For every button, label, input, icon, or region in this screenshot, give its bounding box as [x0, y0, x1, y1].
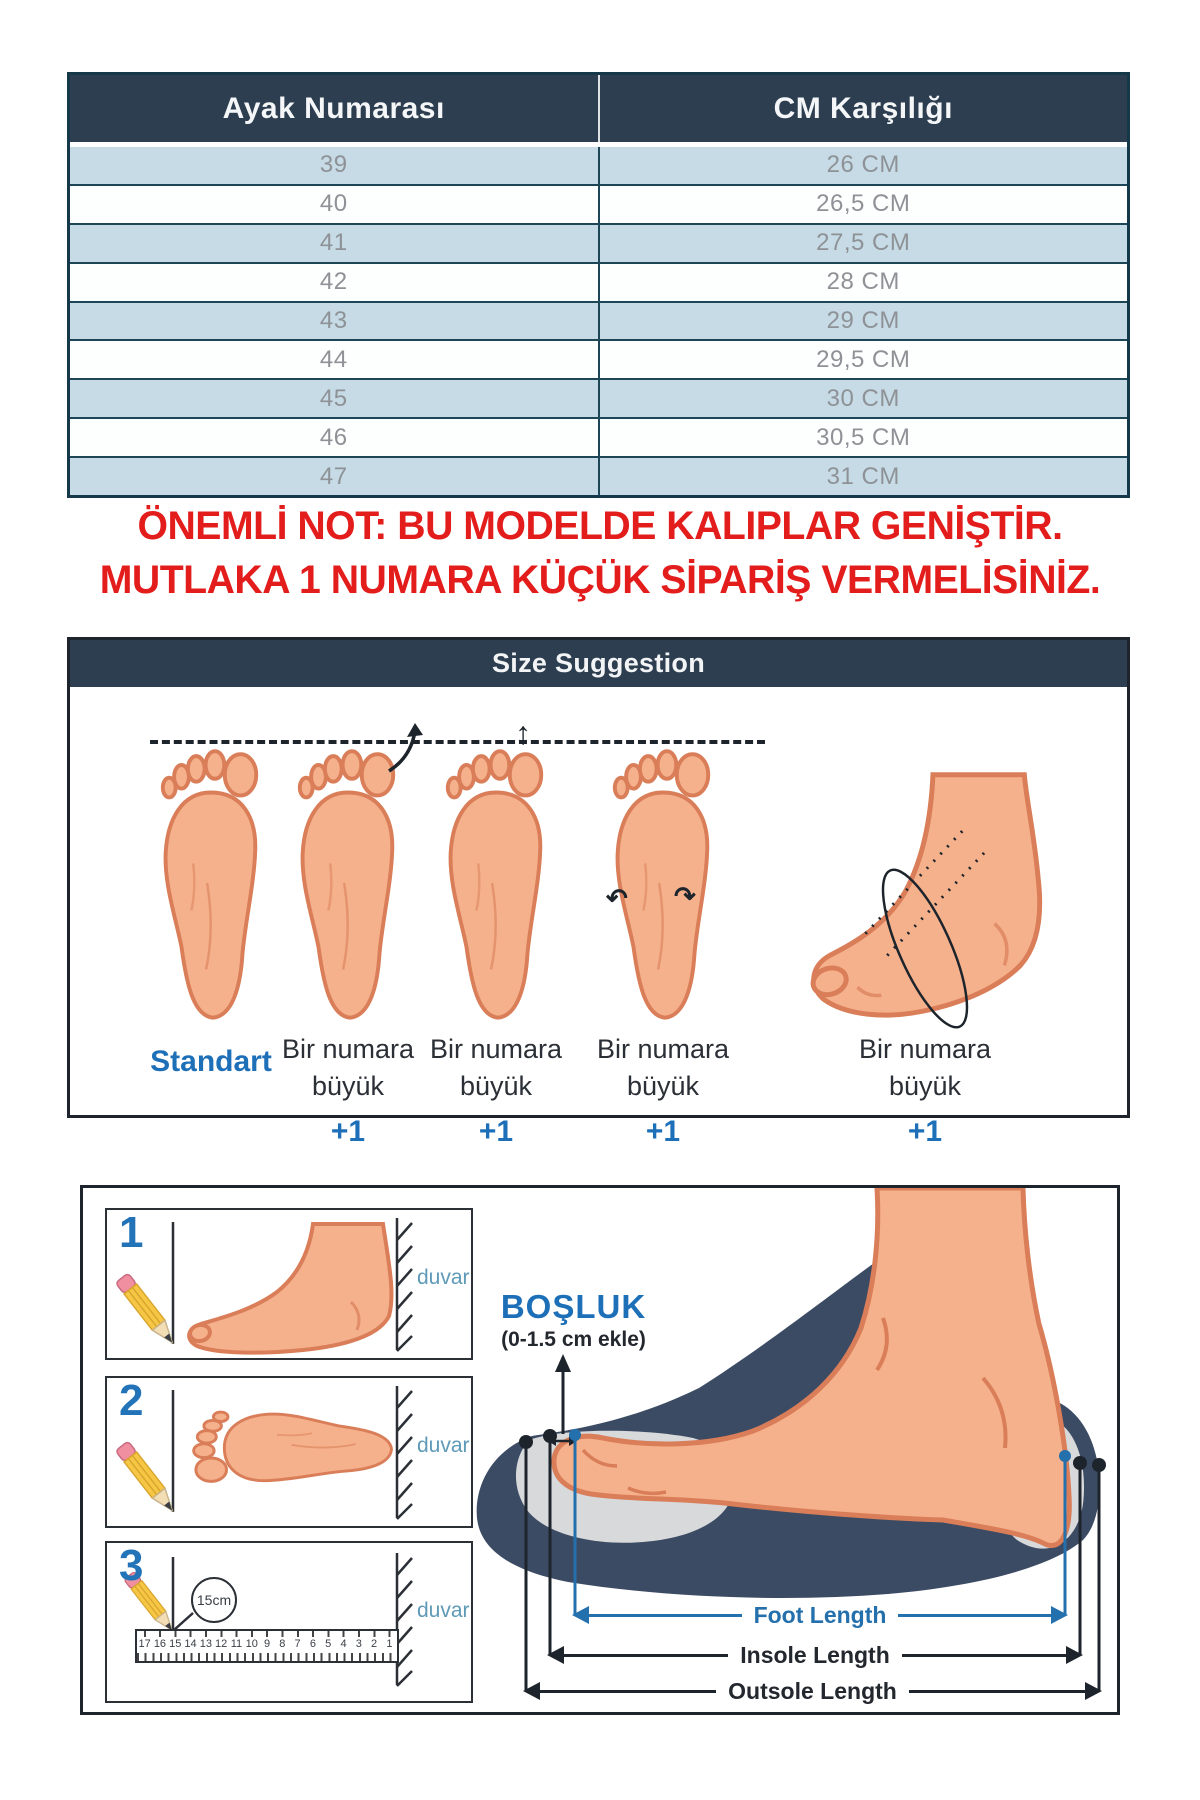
suggestion-label-line2: büyük — [459, 1071, 533, 1101]
arrow-right-cap — [1066, 1646, 1083, 1664]
suggestion-item-5 — [795, 735, 1055, 1148]
ruler-ticks-top — [137, 1631, 397, 1637]
suggestion-plus-one: +1 — [645, 1115, 681, 1148]
table-cell: 42 — [70, 264, 600, 301]
ruler-number: 12 — [215, 1638, 228, 1650]
foot-sole-illustration — [152, 735, 270, 1029]
table-row — [70, 301, 1127, 340]
important-note-line1: ÖNEMLİ NOT: BU MODELDE KALIPLAR GENİŞTİR. — [137, 504, 1063, 548]
suggestion-label-line2: büyük — [626, 1071, 700, 1101]
table-cell: 26,5 CM — [816, 190, 911, 218]
ruler-numbers — [137, 1638, 397, 1650]
gap-subtitle: (0-1.5 cm ekle) — [501, 1328, 646, 1351]
gap-label-block — [481, 1288, 666, 1352]
arrow-line — [898, 1614, 1051, 1617]
ruler-number: 14 — [184, 1638, 197, 1650]
arrow-right-cap — [1051, 1606, 1068, 1624]
insole-length-label: Insole Length — [740, 1641, 890, 1668]
suggestion-label-line2: büyük — [311, 1071, 385, 1101]
measurement-panel — [80, 1185, 1120, 1715]
ruler-number: 6 — [309, 1638, 316, 1650]
important-note — [12, 499, 1188, 607]
arrow-left-cap — [523, 1682, 540, 1700]
size-table-body — [70, 147, 1127, 495]
suggestion-label-line1: Bir numara — [596, 1034, 730, 1064]
suggestion-plus-one: +1 — [907, 1115, 943, 1148]
table-cell: 43 — [70, 303, 600, 340]
ruler-number: 17 — [138, 1638, 151, 1650]
ruler-number: 8 — [279, 1638, 286, 1650]
size-suggestion-panel — [67, 637, 1130, 1148]
table-cell: 41 — [70, 225, 600, 262]
foot-sole-illustration — [437, 715, 555, 1029]
arrow-line — [902, 1654, 1066, 1657]
ruler-number: 10 — [245, 1638, 258, 1650]
foot-side-icon — [803, 735, 1047, 1029]
ruler-number: 15 — [169, 1638, 182, 1650]
wall-label: duvar — [417, 1434, 470, 1457]
foot-sole-illustration — [604, 735, 722, 1029]
arrow-left-cap — [547, 1646, 564, 1664]
table-cell: 29 CM — [826, 307, 900, 334]
step-number: 2 — [119, 1376, 144, 1425]
suggestion-item-3 — [421, 715, 571, 1148]
foot-sole-illustration — [289, 735, 407, 1029]
suggestion-item-4 — [588, 735, 738, 1148]
table-row — [70, 184, 1127, 223]
ruler-ticks-bottom — [137, 1653, 397, 1661]
measure-step-1-box — [105, 1208, 473, 1360]
table-header-shoe-size: Ayak Numarası — [70, 75, 600, 142]
table-cell: 46 — [70, 419, 600, 456]
table-header-cm: CM Karşılığı — [773, 91, 953, 125]
suggestion-label-line2: büyük — [888, 1071, 962, 1101]
outsole-length-label: Outsole Length — [728, 1677, 897, 1704]
foot-length-arrow — [572, 1602, 1068, 1628]
table-cell: 28 CM — [826, 268, 900, 296]
table-cell: 45 — [70, 380, 600, 417]
wall-label: duvar — [417, 1266, 470, 1289]
table-cell: 47 — [70, 458, 600, 495]
table-row — [70, 223, 1127, 262]
table-row — [70, 339, 1127, 378]
table-cell: 26 CM — [826, 151, 900, 179]
table-row — [70, 378, 1127, 417]
wall-label: duvar — [417, 1599, 470, 1622]
ruler-number: 1 — [386, 1638, 393, 1650]
arrow-line — [540, 1690, 716, 1693]
size-suggestion-title: Size Suggestion — [70, 640, 1127, 687]
foot-sole-icon — [289, 735, 407, 1029]
foot-sole-icon — [604, 735, 722, 1029]
outsole-length-arrow — [523, 1678, 1102, 1704]
ruler-number: 2 — [371, 1638, 378, 1650]
ruler-number: 5 — [325, 1638, 332, 1650]
table-cell: 27,5 CM — [816, 229, 911, 257]
arrow-right-cap — [1085, 1682, 1102, 1700]
table-cell: 31 CM — [826, 462, 900, 490]
table-row — [70, 456, 1127, 495]
measure-step-2-box — [105, 1376, 473, 1528]
ruler-number: 3 — [355, 1638, 362, 1650]
ruler — [135, 1629, 399, 1663]
arrow-line — [909, 1690, 1085, 1693]
ruler-number: 11 — [230, 1638, 243, 1650]
ruler-number: 4 — [340, 1638, 347, 1650]
arrow-line — [589, 1614, 742, 1617]
toe-curve-arrow-icon — [385, 723, 425, 775]
step-number: 1 — [119, 1208, 144, 1257]
foot-sole-icon — [152, 735, 270, 1029]
suggestion-label: Standart — [150, 1045, 272, 1078]
foot-length-label: Foot Length — [753, 1601, 887, 1628]
table-cell: 29,5 CM — [816, 345, 911, 373]
arrow-line — [564, 1654, 728, 1657]
ruler-number: 13 — [199, 1638, 212, 1650]
table-row — [70, 262, 1127, 301]
important-note-line2: MUTLAKA 1 NUMARA KÜÇÜK SİPARİŞ VERMELİSİNİZ. — [99, 558, 1101, 602]
suggestion-label-line1: Bir numara — [281, 1034, 415, 1064]
arrow-left-cap — [572, 1606, 589, 1624]
table-cell: 40 — [70, 186, 600, 223]
toe-gap-arrow-icon: ↕ — [515, 715, 531, 751]
table-row — [70, 147, 1127, 184]
size-table — [67, 72, 1130, 498]
suggestion-plus-one: +1 — [478, 1115, 514, 1148]
suggestion-plus-one: +1 — [330, 1115, 366, 1148]
wiggle-arrow-right-icon: ↷ — [674, 881, 696, 911]
foot-sole-icon — [437, 735, 555, 1029]
table-cell: 44 — [70, 341, 600, 378]
table-cell: 30 CM — [826, 384, 900, 412]
ruler-number: 7 — [294, 1638, 301, 1650]
table-row — [70, 417, 1127, 456]
table-cell: 39 — [70, 147, 600, 184]
suggestion-item-standart — [136, 735, 286, 1107]
ruler-number: 9 — [263, 1638, 271, 1650]
table-header-row — [70, 75, 1127, 147]
ruler-number: 16 — [153, 1638, 167, 1650]
suggestion-item-2 — [273, 735, 423, 1148]
foot-side-illustration — [803, 735, 1047, 1029]
suggestion-label-line1: Bir numara — [429, 1034, 563, 1064]
measure-step-3-box — [105, 1541, 473, 1703]
gap-title: BOŞLUK — [500, 1288, 647, 1325]
ruler-15cm-badge: 15cm — [191, 1577, 237, 1623]
table-cell: 30,5 CM — [816, 423, 911, 451]
wiggle-arrow-left-icon: ↶ — [606, 883, 628, 913]
suggestion-label-line1: Bir numara — [858, 1034, 992, 1064]
insole-length-arrow — [547, 1642, 1083, 1668]
step-number: 3 — [119, 1541, 144, 1590]
